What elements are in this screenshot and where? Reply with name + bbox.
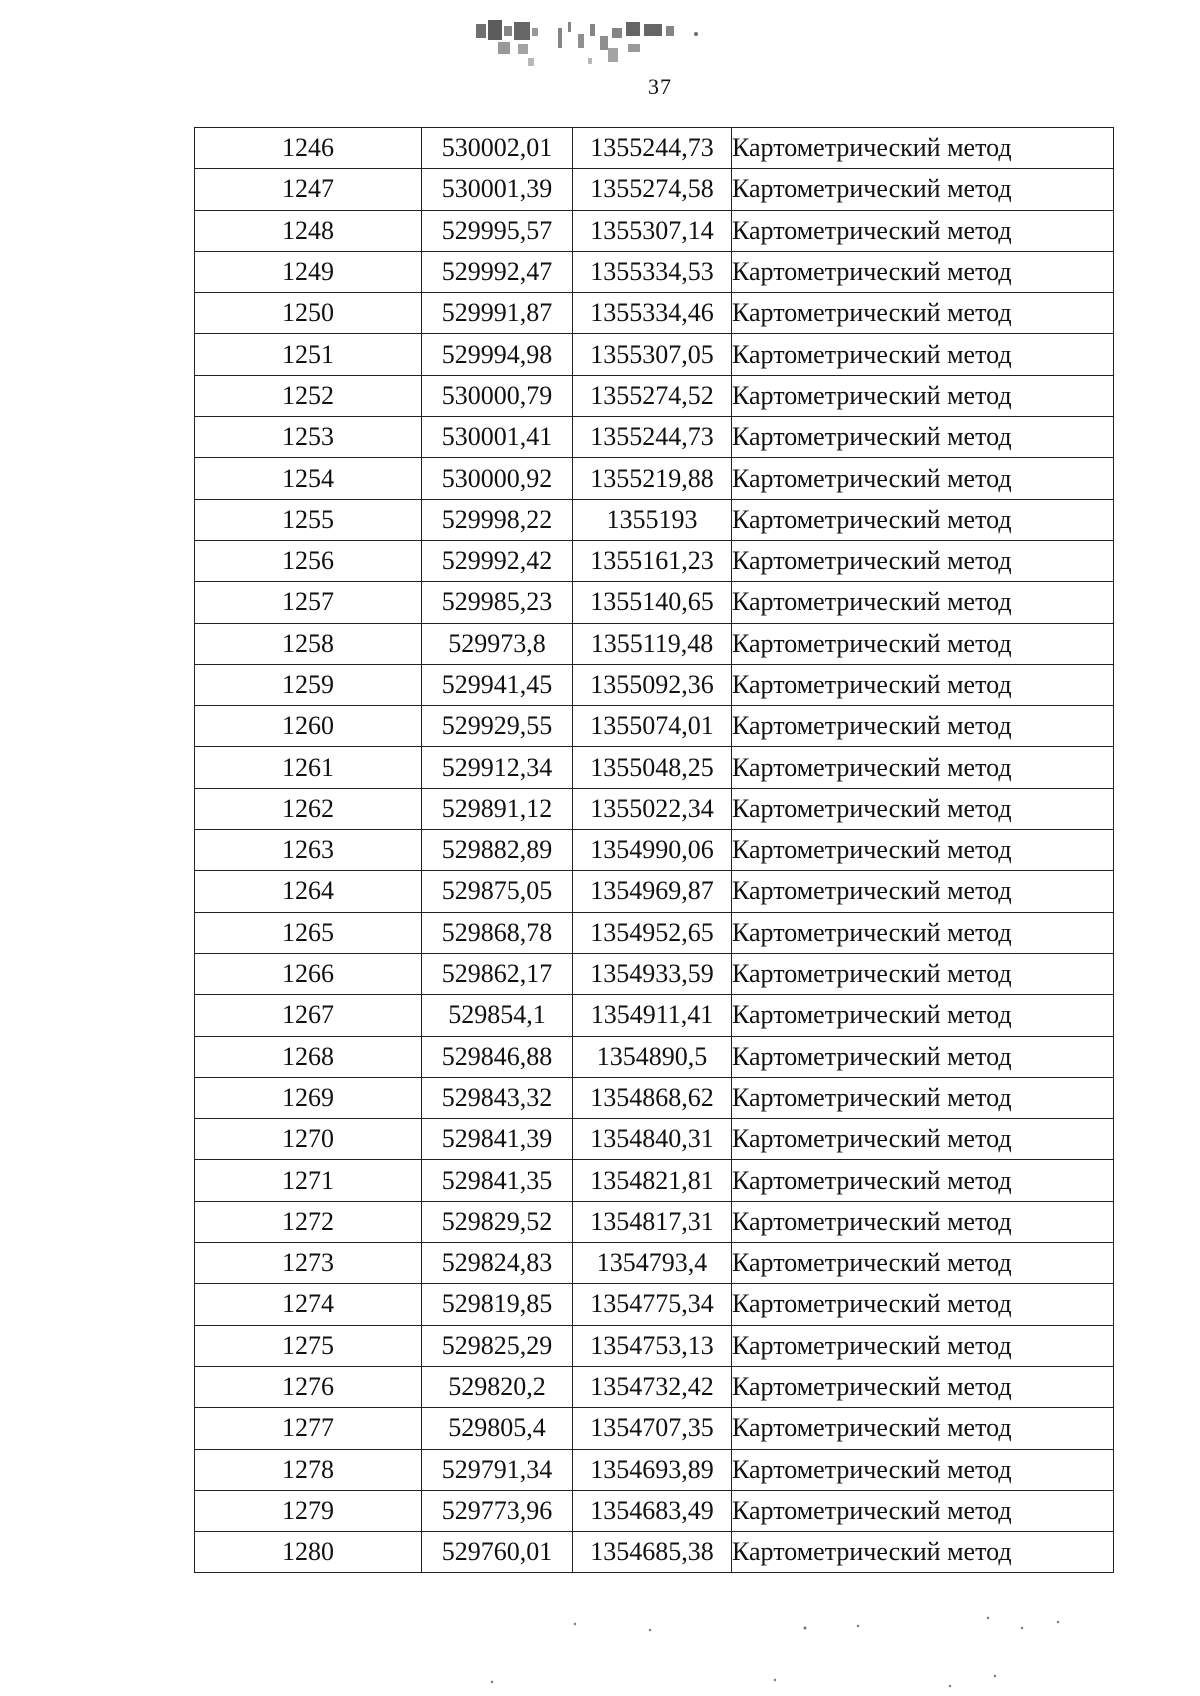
table-row (195, 871, 1114, 912)
point-number-cell: 1260 (195, 706, 422, 747)
method-cell: Картометрический метод (732, 169, 1114, 210)
point-number-cell: 1262 (195, 788, 422, 829)
point-number-cell: 1255 (195, 499, 422, 540)
x-coordinate-cell: 529862,17 (422, 953, 573, 994)
table-row (195, 499, 1114, 540)
table-row (195, 128, 1114, 169)
x-coordinate-cell: 529992,42 (422, 540, 573, 581)
point-number-cell: 1273 (195, 1243, 422, 1284)
point-number-cell: 1252 (195, 375, 422, 416)
point-number-cell: 1254 (195, 458, 422, 499)
y-coordinate-cell: 1355092,36 (573, 664, 732, 705)
method-cell: Картометрический метод (732, 1325, 1114, 1366)
table-row (195, 251, 1114, 292)
x-coordinate-cell: 529841,35 (422, 1160, 573, 1201)
table-row (195, 458, 1114, 499)
table-row (195, 1201, 1114, 1242)
point-number-cell: 1247 (195, 169, 422, 210)
method-cell: Картометрический метод (732, 293, 1114, 334)
table-row (195, 995, 1114, 1036)
table-row (195, 375, 1114, 416)
page-number: 37 (648, 74, 672, 99)
table-row (195, 1243, 1114, 1284)
x-coordinate-cell: 530001,41 (422, 417, 573, 458)
method-cell: Картометрический метод (732, 995, 1114, 1036)
x-coordinate-cell: 529829,52 (422, 1201, 573, 1242)
x-coordinate-cell: 529985,23 (422, 582, 573, 623)
x-coordinate-cell: 529805,4 (422, 1408, 573, 1449)
x-coordinate-cell: 529819,85 (422, 1284, 573, 1325)
x-coordinate-cell: 529992,47 (422, 251, 573, 292)
table-row (195, 1366, 1114, 1407)
x-coordinate-cell: 529825,29 (422, 1325, 573, 1366)
table-row (195, 1532, 1114, 1573)
x-coordinate-cell: 529843,32 (422, 1077, 573, 1118)
x-coordinate-cell: 529773,96 (422, 1490, 573, 1531)
method-cell: Картометрический метод (732, 706, 1114, 747)
y-coordinate-cell: 1355219,88 (573, 458, 732, 499)
table-row (195, 1077, 1114, 1118)
point-number-cell: 1264 (195, 871, 422, 912)
table-row (195, 417, 1114, 458)
method-cell: Картометрический метод (732, 1036, 1114, 1077)
method-cell: Картометрический метод (732, 540, 1114, 581)
coordinates-table (194, 127, 1114, 1573)
y-coordinate-cell: 1354868,62 (573, 1077, 732, 1118)
method-cell: Картометрический метод (732, 912, 1114, 953)
table-row (195, 1284, 1114, 1325)
table-row (195, 210, 1114, 251)
table-row (195, 1449, 1114, 1490)
y-coordinate-cell: 1354990,06 (573, 830, 732, 871)
x-coordinate-cell: 529929,55 (422, 706, 573, 747)
x-coordinate-cell: 530001,39 (422, 169, 573, 210)
x-coordinate-cell: 529998,22 (422, 499, 573, 540)
point-number-cell: 1259 (195, 664, 422, 705)
point-number-cell: 1253 (195, 417, 422, 458)
table-row (195, 1325, 1114, 1366)
y-coordinate-cell: 1354821,81 (573, 1160, 732, 1201)
x-coordinate-cell: 529824,83 (422, 1243, 573, 1284)
y-coordinate-cell: 1355334,46 (573, 293, 732, 334)
method-cell: Картометрический метод (732, 1077, 1114, 1118)
method-cell: Картометрический метод (732, 582, 1114, 623)
y-coordinate-cell: 1354840,31 (573, 1119, 732, 1160)
table-row (195, 1160, 1114, 1201)
y-coordinate-cell: 1355022,34 (573, 788, 732, 829)
x-coordinate-cell: 529882,89 (422, 830, 573, 871)
x-coordinate-cell: 529912,34 (422, 747, 573, 788)
y-coordinate-cell: 1354952,65 (573, 912, 732, 953)
y-coordinate-cell: 1355119,48 (573, 623, 732, 664)
y-coordinate-cell: 1354693,89 (573, 1449, 732, 1490)
method-cell: Картометрический метод (732, 788, 1114, 829)
x-coordinate-cell: 529991,87 (422, 293, 573, 334)
point-number-cell: 1246 (195, 128, 422, 169)
method-cell: Картометрический метод (732, 1449, 1114, 1490)
point-number-cell: 1261 (195, 747, 422, 788)
x-coordinate-cell: 529973,8 (422, 623, 573, 664)
y-coordinate-cell: 1354732,42 (573, 1366, 732, 1407)
stamp-smudge (468, 14, 738, 84)
method-cell: Картометрический метод (732, 871, 1114, 912)
method-cell: Картометрический метод (732, 375, 1114, 416)
method-cell: Картометрический метод (732, 1532, 1114, 1573)
table-row (195, 706, 1114, 747)
x-coordinate-cell: 529820,2 (422, 1366, 573, 1407)
point-number-cell: 1265 (195, 912, 422, 953)
point-number-cell: 1271 (195, 1160, 422, 1201)
y-coordinate-cell: 1354817,31 (573, 1201, 732, 1242)
y-coordinate-cell: 1355274,52 (573, 375, 732, 416)
method-cell: Картометрический метод (732, 1201, 1114, 1242)
point-number-cell: 1249 (195, 251, 422, 292)
y-coordinate-cell: 1355244,73 (573, 417, 732, 458)
method-cell: Картометрический метод (732, 458, 1114, 499)
x-coordinate-cell: 529760,01 (422, 1532, 573, 1573)
table-row (195, 169, 1114, 210)
table-row (195, 1408, 1114, 1449)
point-number-cell: 1272 (195, 1201, 422, 1242)
method-cell: Картометрический метод (732, 210, 1114, 251)
table-row (195, 747, 1114, 788)
method-cell: Картометрический метод (732, 1243, 1114, 1284)
y-coordinate-cell: 1354933,59 (573, 953, 732, 994)
y-coordinate-cell: 1354775,34 (573, 1284, 732, 1325)
y-coordinate-cell: 1355161,23 (573, 540, 732, 581)
x-coordinate-cell: 529841,39 (422, 1119, 573, 1160)
x-coordinate-cell: 530002,01 (422, 128, 573, 169)
x-coordinate-cell: 529891,12 (422, 788, 573, 829)
table-row (195, 1036, 1114, 1077)
y-coordinate-cell: 1355307,14 (573, 210, 732, 251)
y-coordinate-cell: 1355244,73 (573, 128, 732, 169)
point-number-cell: 1269 (195, 1077, 422, 1118)
point-number-cell: 1278 (195, 1449, 422, 1490)
point-number-cell: 1263 (195, 830, 422, 871)
table-row (195, 788, 1114, 829)
method-cell: Картометрический метод (732, 251, 1114, 292)
method-cell: Картометрический метод (732, 1160, 1114, 1201)
table-row (195, 293, 1114, 334)
table-row (195, 830, 1114, 871)
y-coordinate-cell: 1354890,5 (573, 1036, 732, 1077)
y-coordinate-cell: 1354911,41 (573, 995, 732, 1036)
y-coordinate-cell: 1355140,65 (573, 582, 732, 623)
point-number-cell: 1274 (195, 1284, 422, 1325)
table-row (195, 664, 1114, 705)
method-cell: Картометрический метод (732, 1284, 1114, 1325)
method-cell: Картометрический метод (732, 128, 1114, 169)
point-number-cell: 1267 (195, 995, 422, 1036)
method-cell: Картометрический метод (732, 1490, 1114, 1531)
y-coordinate-cell: 1354683,49 (573, 1490, 732, 1531)
x-coordinate-cell: 530000,92 (422, 458, 573, 499)
y-coordinate-cell: 1355048,25 (573, 747, 732, 788)
coordinates-table-body (195, 128, 1114, 1573)
x-coordinate-cell: 529791,34 (422, 1449, 573, 1490)
table-row (195, 582, 1114, 623)
table-row (195, 623, 1114, 664)
table-row (195, 540, 1114, 581)
point-number-cell: 1256 (195, 540, 422, 581)
table-row (195, 1490, 1114, 1531)
table-row (195, 912, 1114, 953)
table-row (195, 334, 1114, 375)
method-cell: Картометрический метод (732, 953, 1114, 994)
point-number-cell: 1280 (195, 1532, 422, 1573)
x-coordinate-cell: 529994,98 (422, 334, 573, 375)
method-cell: Картометрический метод (732, 334, 1114, 375)
method-cell: Картометрический метод (732, 747, 1114, 788)
point-number-cell: 1266 (195, 953, 422, 994)
method-cell: Картометрический метод (732, 1119, 1114, 1160)
table-row (195, 953, 1114, 994)
point-number-cell: 1250 (195, 293, 422, 334)
y-coordinate-cell: 1354707,35 (573, 1408, 732, 1449)
method-cell: Картометрический метод (732, 830, 1114, 871)
x-coordinate-cell: 530000,79 (422, 375, 573, 416)
method-cell: Картометрический метод (732, 417, 1114, 458)
method-cell: Картометрический метод (732, 664, 1114, 705)
point-number-cell: 1275 (195, 1325, 422, 1366)
method-cell: Картометрический метод (732, 499, 1114, 540)
point-number-cell: 1248 (195, 210, 422, 251)
x-coordinate-cell: 529846,88 (422, 1036, 573, 1077)
y-coordinate-cell: 1354753,13 (573, 1325, 732, 1366)
point-number-cell: 1258 (195, 623, 422, 664)
y-coordinate-cell: 1354969,87 (573, 871, 732, 912)
table-row (195, 1119, 1114, 1160)
point-number-cell: 1268 (195, 1036, 422, 1077)
y-coordinate-cell: 1355274,58 (573, 169, 732, 210)
y-coordinate-cell: 1355193 (573, 499, 732, 540)
y-coordinate-cell: 1355334,53 (573, 251, 732, 292)
method-cell: Картометрический метод (732, 1366, 1114, 1407)
method-cell: Картометрический метод (732, 623, 1114, 664)
y-coordinate-cell: 1354793,4 (573, 1243, 732, 1284)
y-coordinate-cell: 1355074,01 (573, 706, 732, 747)
point-number-cell: 1279 (195, 1490, 422, 1531)
x-coordinate-cell: 529995,57 (422, 210, 573, 251)
point-number-cell: 1276 (195, 1366, 422, 1407)
point-number-cell: 1270 (195, 1119, 422, 1160)
x-coordinate-cell: 529854,1 (422, 995, 573, 1036)
y-coordinate-cell: 1355307,05 (573, 334, 732, 375)
point-number-cell: 1251 (195, 334, 422, 375)
point-number-cell: 1277 (195, 1408, 422, 1449)
point-number-cell: 1257 (195, 582, 422, 623)
method-cell: Картометрический метод (732, 1408, 1114, 1449)
scan-specks (0, 1590, 1200, 1690)
y-coordinate-cell: 1354685,38 (573, 1532, 732, 1573)
x-coordinate-cell: 529941,45 (422, 664, 573, 705)
x-coordinate-cell: 529868,78 (422, 912, 573, 953)
x-coordinate-cell: 529875,05 (422, 871, 573, 912)
